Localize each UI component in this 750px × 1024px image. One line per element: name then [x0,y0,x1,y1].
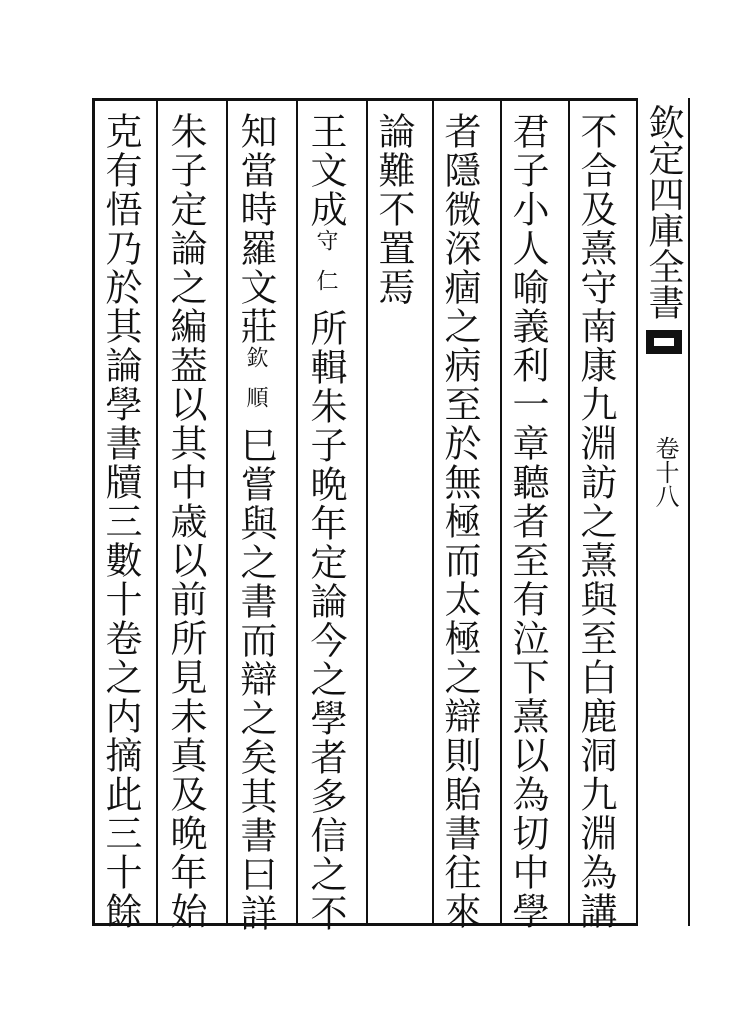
text-column [439,112,479,931]
column-text: 知當時羅文莊 [234,112,277,346]
text-column [373,112,413,307]
inline-annotation: 守仁 [313,229,338,309]
column-text: 王文成 [304,112,347,229]
column-divider [568,100,570,924]
column-divider [432,100,434,924]
text-column [165,112,205,931]
column-text: 所輯朱子晩年定論今之學者多信之不 [304,309,347,933]
column-divider [296,100,298,924]
column-text: 克有悟乃於其論學書牘三數十卷之内摘此三十餘 [99,112,142,931]
column-text: 朱子定論之編葢以其中歳以前所見未真及晩年始 [164,112,207,931]
text-column [575,112,615,931]
left-border-line [92,98,95,926]
column-text: 論難不置焉 [372,112,415,307]
column-text: 巳嘗與之書而辯之矣其書曰詳 [234,426,277,933]
column-text: 不合及熹守南康九淵訪之熹與至白鹿洞九淵為講 [574,112,617,931]
column-divider [156,100,158,924]
margin-volume: 卷十八 [651,436,679,508]
right-border-line [636,98,638,926]
column-divider [366,100,368,924]
text-column [235,112,275,933]
text-column [100,112,140,931]
inline-annotation: 欽順 [243,346,268,426]
top-border-line [92,98,638,101]
column-divider [500,100,502,924]
column-text: 者隱微深痼之病至於無極而太極之辯則貽書往來 [438,112,481,931]
text-column [507,112,547,931]
outer-right-line [688,98,690,926]
text-column [305,112,345,933]
column-divider [226,100,228,924]
column-text: 君子小人喻義利一章聽者至有泣下熹以為切中學 [506,112,549,931]
margin-title: 欽定四庫全書 [643,104,684,320]
fish-tail-mark [646,330,682,354]
